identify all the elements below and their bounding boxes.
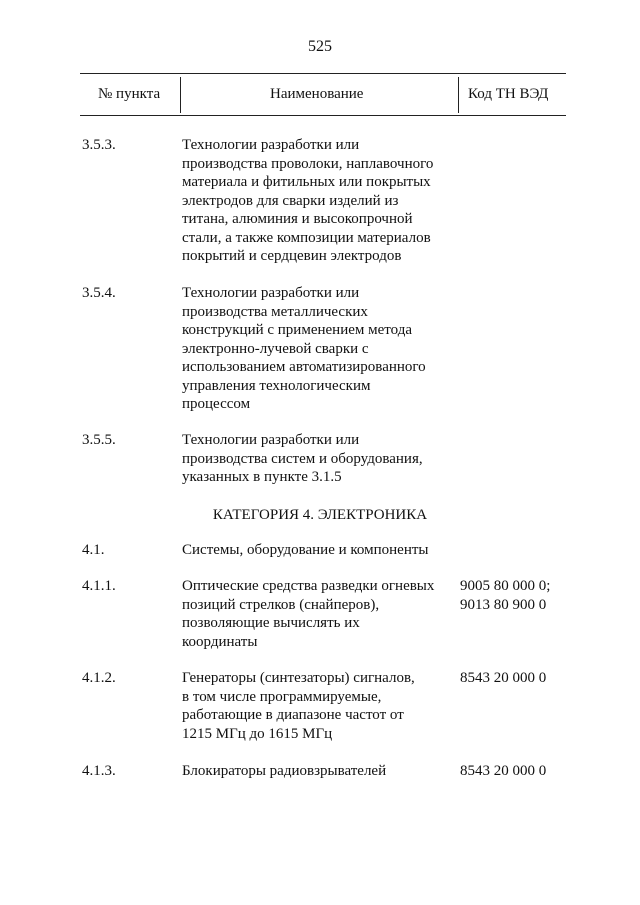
item-name-line: Системы, оборудование и компоненты — [182, 542, 429, 558]
item-code-line: 9005 80 000 0; — [460, 578, 551, 594]
item-name-line: процессом — [182, 396, 251, 412]
item-number: 3.5.4. — [82, 285, 116, 301]
item-name-line: титана, алюминия и высокопрочной — [182, 211, 413, 227]
item-number: 4.1. — [82, 542, 105, 558]
item-name-line: позиций стрелков (снайперов), — [182, 596, 380, 613]
item-name-line: стали, а также композиции материалов — [182, 229, 431, 246]
item-name — [182, 431, 462, 487]
item-name-line: указанных в пункте 3.1.5 — [182, 469, 342, 485]
item-number: 4.1.1. — [82, 578, 116, 594]
item-name-line: Оптические средства разведки огневых — [182, 578, 435, 594]
item-code-line: 8543 20 000 0 — [460, 670, 547, 686]
item-number: 3.5.5. — [82, 432, 116, 448]
item-name — [182, 541, 462, 560]
item-name — [182, 762, 462, 781]
header-name: Наименование — [270, 86, 364, 102]
item-code — [460, 669, 570, 688]
item-number: 3.5.3. — [82, 137, 116, 153]
item-name — [182, 284, 462, 414]
item-name-line: покрытий и сердцевин электродов — [182, 248, 402, 264]
item-code — [460, 577, 570, 614]
item-name-line: в том числе программируемые, — [182, 688, 382, 705]
item-name-line: конструкций с применением метода — [182, 322, 412, 338]
header-code: Код ТН ВЭД — [468, 86, 549, 102]
item-name-line: Технологии разработки или — [182, 137, 360, 153]
item-code-line: 9013 80 900 0 — [460, 596, 547, 613]
item-name-line: Блокираторы радиовзрывателей — [182, 763, 387, 779]
item-name — [182, 669, 462, 743]
item-name-line: производства металлических — [182, 303, 368, 320]
item-name-line: позволяющие вычислять их — [182, 615, 360, 631]
item-name-line: материала и фитильных или покрытых — [182, 174, 431, 190]
category-heading: КАТЕГОРИЯ 4. ЭЛЕКТРОНИКА — [212, 507, 428, 523]
item-name-line: электронно-лучевой сварки с — [182, 340, 369, 357]
item-name — [182, 577, 462, 651]
item-name-line: Технологии разработки или — [182, 285, 360, 301]
item-name-line: использованием автоматизированного — [182, 359, 426, 375]
item-name-line: Генераторы (синтезаторы) сигналов, — [182, 670, 415, 686]
page-number: 525 — [308, 38, 332, 55]
item-name-line: производства систем и оборудования, — [182, 450, 423, 467]
item-name — [182, 136, 462, 266]
item-name-line: управления технологическим — [182, 377, 371, 394]
item-code — [460, 762, 570, 781]
header-num: № пункта — [98, 86, 161, 102]
item-number: 4.1.3. — [82, 763, 116, 779]
item-name-line: работающие в диапазоне частот от — [182, 707, 404, 723]
table-header-top-rule — [80, 73, 566, 74]
table-header-bottom-rule — [80, 115, 566, 116]
item-name-line: Технологии разработки или — [182, 432, 360, 448]
column-divider — [180, 77, 181, 113]
item-name-line: 1215 МГц до 1615 МГц — [182, 725, 333, 742]
column-divider — [458, 77, 459, 113]
item-name-line: электродов для сварки изделий из — [182, 192, 399, 209]
item-code-line: 8543 20 000 0 — [460, 763, 547, 779]
item-name-line: координаты — [182, 633, 258, 650]
item-number: 4.1.2. — [82, 670, 116, 686]
item-name-line: производства проволоки, наплавочного — [182, 155, 434, 172]
